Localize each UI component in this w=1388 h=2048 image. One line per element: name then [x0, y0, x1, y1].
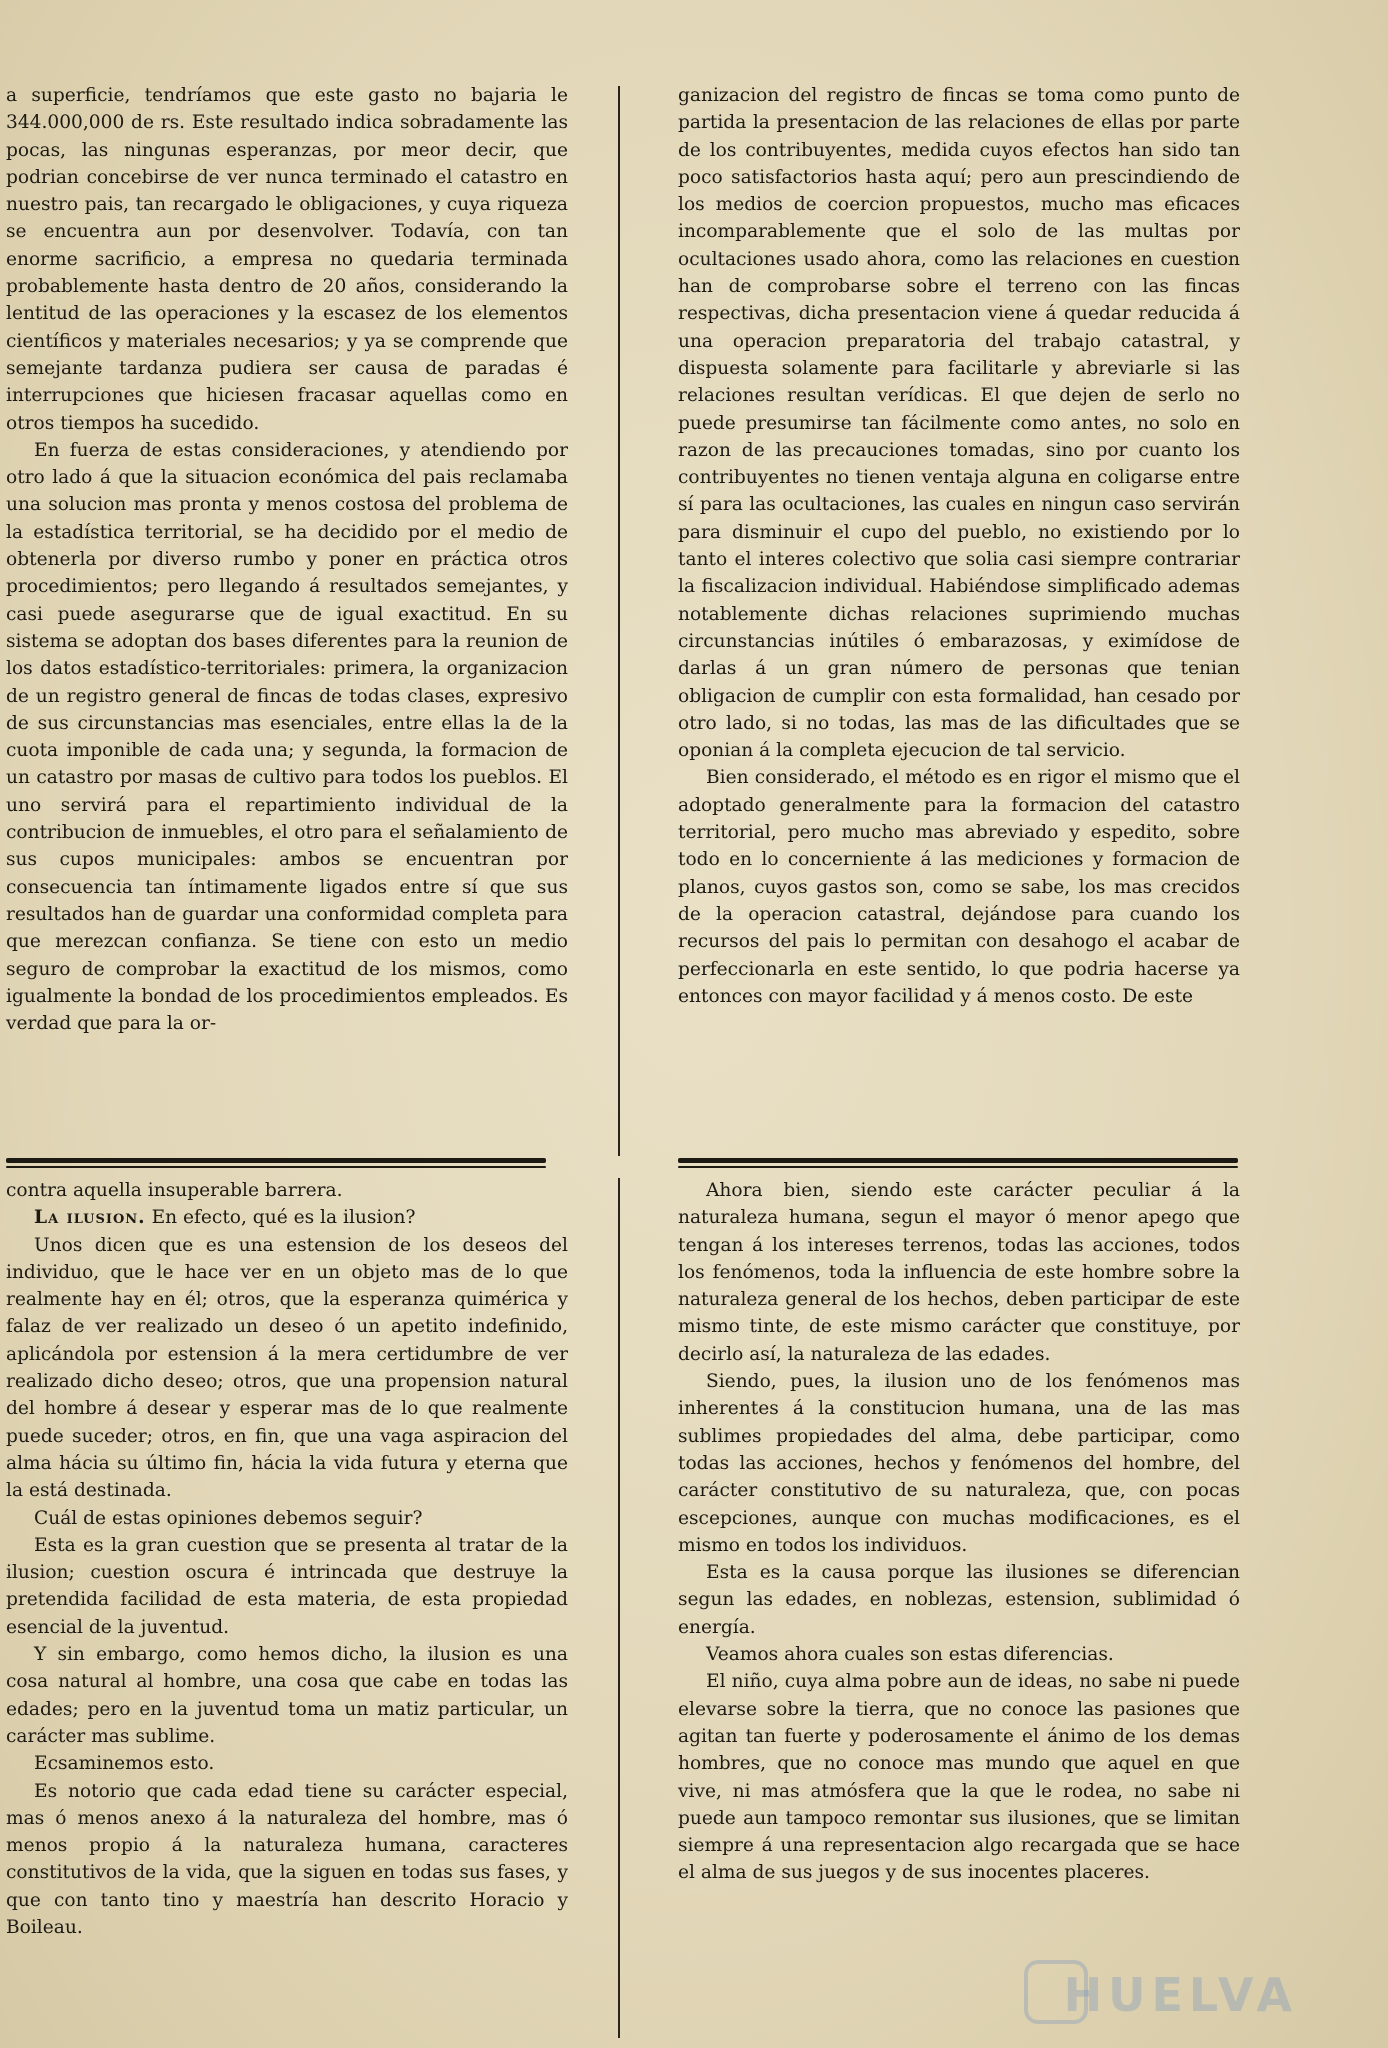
paragraph: a superficie, tendríamos que este gasto no bajaria le 344.000,000 de rs. Este resultado indica sobradamente las pocas, las ningunas esperanzas, por meor decir, que podrian concebirse de ver nunca terminado el catastro en nuestro pais, tan recargado le obligaciones, y cuya riqueza se encuentra aun por desenvolver. Todavía, con tan enorme sacrificio, a empresa no quedaria terminada probablemente hasta dentro de 20 años, considerando la lentitud de las operaciones y la escasez de los elementos científicos y materiales necesarios; y ya se comprende que semejante tardanza pudiera ser causa de paradas é interrupciones que hiciesen fracasar aquellas como en otros tiempos ha sucedido. [6, 85, 568, 434]
left-column-bottom [6, 1177, 568, 1941]
right-column-top [678, 82, 1240, 1010]
paragraph: Esta es la gran cuestion que se presenta al tratar de la ilusion; cuestion oscura é intrincada que destruye la pretendida facilidad de esta materia, de esta propiedad esencial de la juventud. [6, 1534, 568, 1638]
paragraph: En fuerza de estas consideraciones, y atendiendo por otro lado á que la situacion económica del pais reclamaba una solucion mas pronta y menos costosa del problema de la estadística territorial, se ha decidido por el medio de obtenerla por diverso rumbo y poner en práctica otros procedimientos; pero llegando á resultados semejantes, y casi puede asegurarse que de igual exactitud. En su sistema se adoptan dos bases diferentes para la reunion de los datos estadístico-territoriales: primera, la organizacion de un registro general de fincas de todas clases, expresivo de sus circunstancias mas esenciales, entre ellas la de la cuota imponible de cada una; y segunda, la formacion de un catastro por masas de cultivo para todos los pueblos. El uno servirá para el repartimiento individual de la contribucion de inmuebles, el otro para el señalamiento de sus cupos municipales: ambos se encuentran por consecuencia tan íntimamente ligados entre sí que sus resultados han de guardar una conformidad completa para que merezcan confianza. Se tiene con esto un medio seguro de comprobar la exactitud de los mismos, como igualmente la bondad de los procedimientos empleados. Es verdad que para la or- [6, 439, 568, 1035]
separator-rule-right-thin [678, 1166, 1238, 1168]
paragraph: Esta es la causa porque las ilusiones se diferencian segun las edades, en noblezas, estension, sublimidad ó energía. [678, 1562, 1240, 1638]
section-title: La ilusion. [34, 1207, 146, 1229]
paragraph: Siendo, pues, la ilusion uno de los fenómenos mas inherentes á la constitucion humana, una de las mas sublimes propiedades del alma, debe participar, como todas las acciones, hechos y fenómenos del hombre, del carácter constitutivo de su naturaleza, que, con pocas escepciones, aunque con muchas modificaciones, es el mismo en todos los individuos. [678, 1371, 1240, 1556]
paragraph: Ahora bien, siendo este carácter peculiar á la naturaleza humana, segun el mayor ó menor apego que tengan á los intereses terrenos, todas las acciones, todos los fenómenos, toda la influencia de este hombre sobre la naturaleza general de los hechos, deben participar de este mismo tinte, de este mismo carácter que constituye, por decirlo así, la naturaleza de las edades. [678, 1180, 1240, 1365]
paragraph: Cuál de estas opiniones debemos seguir? [34, 1507, 423, 1529]
paragraph: Unos dicen que es una estension de los deseos del individuo, que le hace ver en un objeto mas de lo que realmente hay en él; otros, que la esperanza quimérica y falaz de ver realizado un deseo ó un apetito indefinido, aplicándola por estension á la mera certidumbre de ver realizado dicho deseo; otros, que una propension natural del hombre á desear y esperar mas de lo que realmente puede suceder; otros, en fin, que una vaga aspiracion del alma hácia su último fin, hácia la vida futura y eterna que la está destinada. [6, 1234, 568, 1502]
separator-rule-right [678, 1158, 1238, 1163]
paragraph: El niño, cuya alma pobre aun de ideas, no sabe ni puede elevarse sobre la tierra, que no conoce las pasiones que agitan tan fuerte y poderosamente el ánimo de los demas hombres, que no conoce mas mundo que aquel en que vive, ni mas atmósfera que la que le rodea, no sabe ni puede aun tampoco remontar sus ilusiones, que se limitan siempre á una representacion algo recargada que se hace el alma de sus juegos y de sus inocentes placeres. [678, 1671, 1240, 1884]
section-heading [6, 1204, 568, 1231]
separator-rule-left-thin [6, 1166, 546, 1168]
section-title-rest: En efecto, qué es la ilusion? [151, 1207, 416, 1229]
left-column-top [6, 82, 568, 1037]
paragraph: ganizacion del registro de fincas se toma como punto de partida la presentacion de las relaciones de ellas por parte de los contribuyentes, medida cuyos efectos han sido tan poco satisfactorios hasta aquí; pero aun prescindiendo de los medios de coercion propuestos, mucho mas eficaces incomparablemente que el solo de las multas por ocultaciones usado ahora, como las relaciones en cuestion han de comprobarse sobre el terreno con las fincas respectivas, dicha presentacion viene á quedar reducida á una operacion preparatoria del trabajo catastral, y dispuesta solamente para facilitarle y abreviarle si las relaciones resultan verídicas. El que dejen de serlo no puede presumirse tan fácilmente como antes, no solo en razon de las precauciones tomadas, sino por cuanto los contribuyentes no tienen ventaja alguna en coligarse entre sí para las ocultaciones, las cuales en ningun caso servirán para disminuir el cupo del pueblo, no existiendo por lo tanto el interes colectivo que solia casi siempre contrariar la fiscalizacion individual. Habiéndose simplificado ademas notablemente dichas relaciones suprimiendo muchas circunstancias inútiles ó embarazosas, y eximídose de darlas á un gran número de personas que tenian obligacion de cumplir con esta formalidad, han cesado por otro lado, si no todas, las mas de las dificultades que se oponian á la completa ejecucion de tal servicio. [678, 85, 1240, 762]
paragraph: Es notorio que cada edad tiene su carácter especial, mas ó menos anexo á la naturaleza del hombre, mas ó menos propio á la naturaleza humana, caracteres constitutivos de la vida, que la siguen en todas sus fases, y que con tanto tino y maestría han descrito Horacio y Boileau. [6, 1780, 568, 1939]
paragraph: Veamos ahora cuales son estas diferencias. [706, 1644, 1114, 1666]
paragraph: Bien considerado, el método es en rigor el mismo que el adoptado generalmente para la formacion del catastro territorial, pero mucho mas abreviado y espedito, sobre todo en lo concerniente á las mediciones y formacion de planos, cuyos gastos son, como se sabe, los mas crecidos de la operacion catastral, dejándose para cuando los recursos del pais lo permitan con desahogo el acabar de perfeccionarla en este sentido, lo que podria hacerse ya entonces con mayor facilidad y á menos costo. De este [678, 767, 1240, 1007]
paragraph: Ecsaminemos esto. [34, 1753, 215, 1775]
paragraph: Y sin embargo, como hemos dicho, la ilusion es una cosa natural al hombre, una cosa que cabe en todas las edades; pero en la juventud toma un matiz particular, un carácter mas sublime. [6, 1644, 568, 1747]
column-rule-top [618, 86, 620, 1156]
watermark: HUELVA [1063, 1968, 1298, 2022]
separator-rule-left [6, 1158, 546, 1163]
column-rule-bottom [618, 1178, 620, 2038]
paragraph: contra aquella insuperable barrera. [6, 1180, 343, 1201]
right-column-bottom [678, 1177, 1240, 1887]
